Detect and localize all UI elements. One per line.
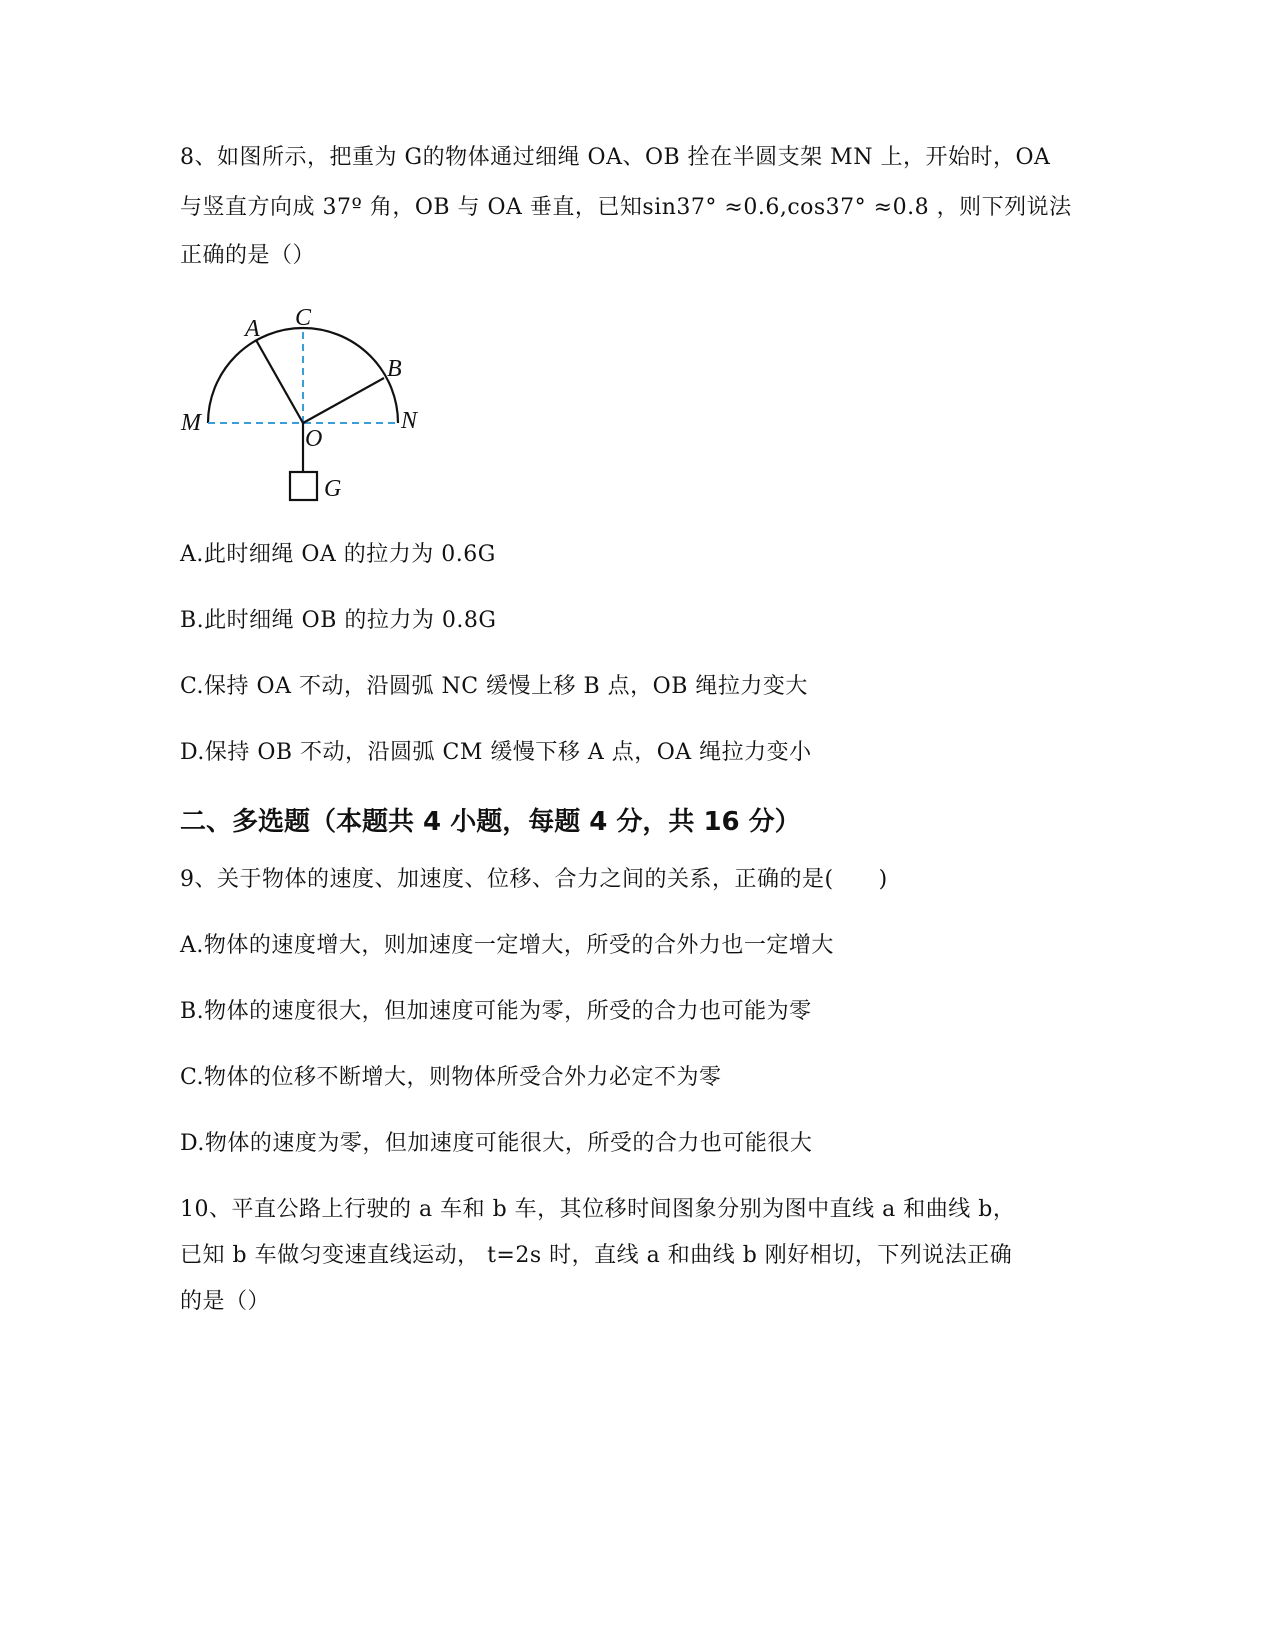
q8-stem-line-3: 正确的是（） — [180, 243, 316, 268]
label-o: O — [305, 426, 323, 452]
label-m: M — [181, 410, 201, 436]
label-b: B — [387, 356, 402, 382]
section-heading: 二、多选题（本题共 4 小题，每题 4 分，共 16 分） — [180, 807, 801, 837]
label-g: G — [324, 476, 342, 502]
q10-stem-line-3: 的是（） — [180, 1289, 271, 1314]
q9-option-a: A.物体的速度增大，则加速度一定增大，所受的合外力也一定增大 — [180, 933, 834, 958]
q9-stem: 9、关于物体的速度、加速度、位移、合力之间的关系，正确的是( ) — [180, 867, 888, 892]
q8-stem-line-1: 8、如图所示，把重为 G的物体通过细绳 OA、OB 拴在半圆支架 MN 上，开始时，OA — [180, 145, 1051, 170]
q8-option-c: C.保持 OA 不动，沿圆弧 NC 缓慢上移 B 点，OB 绳拉力变大 — [180, 674, 808, 699]
weight-box — [290, 472, 317, 500]
rope-oa — [256, 340, 303, 423]
q9-option-d: D.物体的速度为零，但加速度可能很大，所受的合力也可能很大 — [180, 1131, 813, 1156]
q8-option-b: B.此时细绳 OB 的拉力为 0.8G — [180, 608, 497, 633]
q10-stem-line-1: 10、平直公路上行驶的 a 车和 b 车，其位移时间图象分别为图中直线 a 和曲线 b， — [180, 1197, 1016, 1222]
semicircle-support-diagram — [175, 300, 445, 515]
q9-option-b: B.物体的速度很大，但加速度可能为零，所受的合力也可能为零 — [180, 999, 812, 1024]
q10-stem-line-2: 已知 b 车做匀变速直线运动， t=2s 时，直线 a 和曲线 b 刚好相切，下列说法正确 — [180, 1243, 1013, 1268]
label-a: A — [245, 316, 260, 342]
rope-ob — [303, 378, 384, 423]
label-n: N — [401, 408, 418, 434]
label-c: C — [295, 305, 312, 331]
q8-option-d: D.保持 OB 不动，沿圆弧 CM 缓慢下移 A 点，OA 绳拉力变小 — [180, 740, 812, 765]
q9-option-c: C.物体的位移不断增大，则物体所受合外力必定不为零 — [180, 1065, 722, 1090]
q8-stem-line-2: 与竖直方向成 37º 角，OB 与 OA 垂直，已知sin37° ≈0.6,cos37° ≈0.8 ，则下列说法 — [180, 195, 1072, 220]
q8-option-a: A.此时细绳 OA 的拉力为 0.6G — [180, 542, 496, 567]
